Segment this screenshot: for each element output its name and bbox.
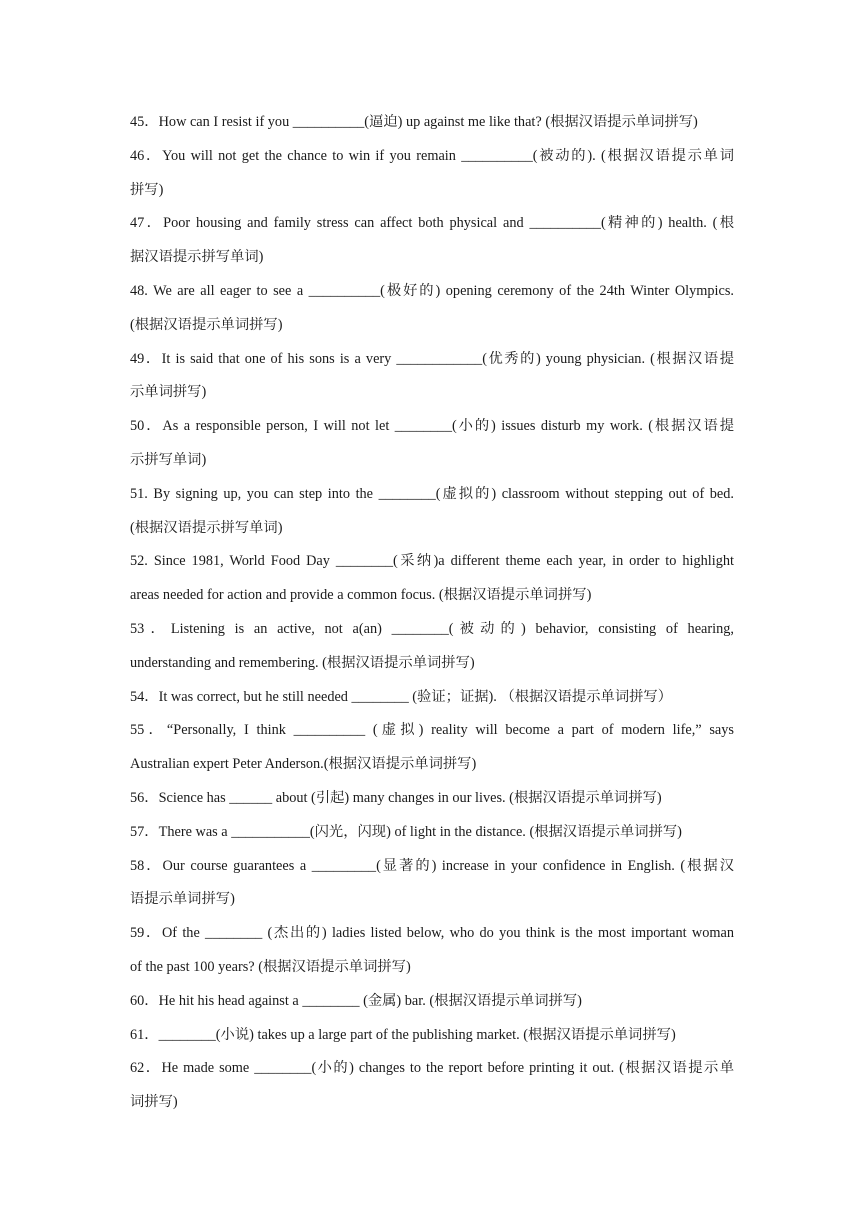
question-53	[130, 613, 734, 681]
question-text-line: 56．Science has ______ about (引起) many changes in our lives. (根据汉语提示单词拼写)	[130, 789, 662, 806]
question-text-line: 据汉语提示拼写单词)	[130, 249, 264, 266]
question-text-line: 46．You will not get the chance to win if you remain __________(被动的). (根据汉语提示单词	[130, 147, 734, 164]
question-51	[130, 478, 734, 546]
question-61	[130, 1019, 734, 1053]
question-57	[130, 816, 734, 850]
question-text-line: (根据汉语提示单词拼写)	[130, 316, 283, 333]
question-54	[130, 681, 734, 715]
question-text-line: 50．As a responsible person, I will not let ________(小的) issues disturb my work. (根据汉语提	[130, 418, 734, 435]
question-45	[130, 106, 734, 140]
question-59	[130, 917, 734, 985]
question-text-line: 语提示单词拼写)	[130, 891, 235, 908]
question-text-line: of the past 100 years? (根据汉语提示单词拼写)	[130, 958, 411, 975]
question-text-line: 48. We are all eager to see a __________(极好的) opening ceremony of the 24th Winter Olympics.	[130, 282, 734, 299]
question-text-line: 51. By signing up, you can step into the ________(虚拟的) classroom without stepping out of bed.	[130, 485, 734, 502]
question-48	[130, 275, 734, 343]
question-text-line: 49．It is said that one of his sons is a very ____________(优秀的) young physician. (根据汉语提	[130, 350, 734, 367]
question-text-line: 52. Since 1981, World Food Day ________(采纳)a different theme each year, in order to highlight	[130, 553, 734, 570]
question-46	[130, 140, 734, 208]
question-text-line: 拼写)	[130, 181, 164, 198]
question-text-line: 57．There was a ___________(闪光，闪现) of light in the distance. (根据汉语提示单词拼写)	[130, 823, 682, 840]
question-text-line: (根据汉语提示拼写单词)	[130, 519, 283, 536]
question-text-line: 60．He hit his head against a ________ (金属) bar. (根据汉语提示单词拼写)	[130, 992, 582, 1009]
question-55	[130, 714, 734, 782]
question-47	[130, 207, 734, 275]
question-text-line: 61．________(小说) takes up a large part of the publishing market. (根据汉语提示单词拼写)	[130, 1026, 676, 1043]
question-62	[130, 1052, 734, 1120]
question-text-line: 55．“Personally, I think __________ (虚拟) reality will become a part of modern life,” says	[130, 722, 734, 739]
question-text-line: 54．It was correct, but he still needed ________ (验证；证据). （根据汉语提示单词拼写）	[130, 688, 673, 705]
question-56	[130, 782, 734, 816]
question-text-line: 53．Listening is an active, not a(an) ________(被动的) behavior, consisting of hearing,	[130, 620, 734, 637]
question-text-line: 词拼写)	[130, 1094, 178, 1111]
question-list	[130, 106, 734, 1120]
question-text-line: 47．Poor housing and family stress can affect both physical and __________(精神的) health. (根	[130, 215, 734, 232]
question-text-line: 58．Our course guarantees a _________(显著的) increase in your confidence in English. (根据汉	[130, 857, 734, 874]
question-text-line: Australian expert Peter Anderson.(根据汉语提示单词拼写)	[130, 756, 477, 773]
question-text-line: 59．Of the ________ (杰出的) ladies listed below, who do you think is the most important woman	[130, 925, 734, 942]
question-text-line: 示单词拼写)	[130, 384, 207, 401]
question-text-line: 62．He made some ________(小的) changes to the report before printing it out. (根据汉语提示单	[130, 1060, 734, 1077]
question-58	[130, 850, 734, 918]
question-text-line: 45．How can I resist if you __________(逼迫) up against me like that? (根据汉语提示单词拼写)	[130, 114, 698, 130]
question-text-line: areas needed for action and provide a common focus. (根据汉语提示单词拼写)	[130, 587, 592, 604]
question-text-line: 示拼写单词)	[130, 451, 207, 468]
question-52	[130, 545, 734, 613]
question-text-line: understanding and remembering. (根据汉语提示单词拼写)	[130, 654, 475, 671]
question-60	[130, 985, 734, 1019]
question-50	[130, 410, 734, 478]
question-49	[130, 343, 734, 411]
